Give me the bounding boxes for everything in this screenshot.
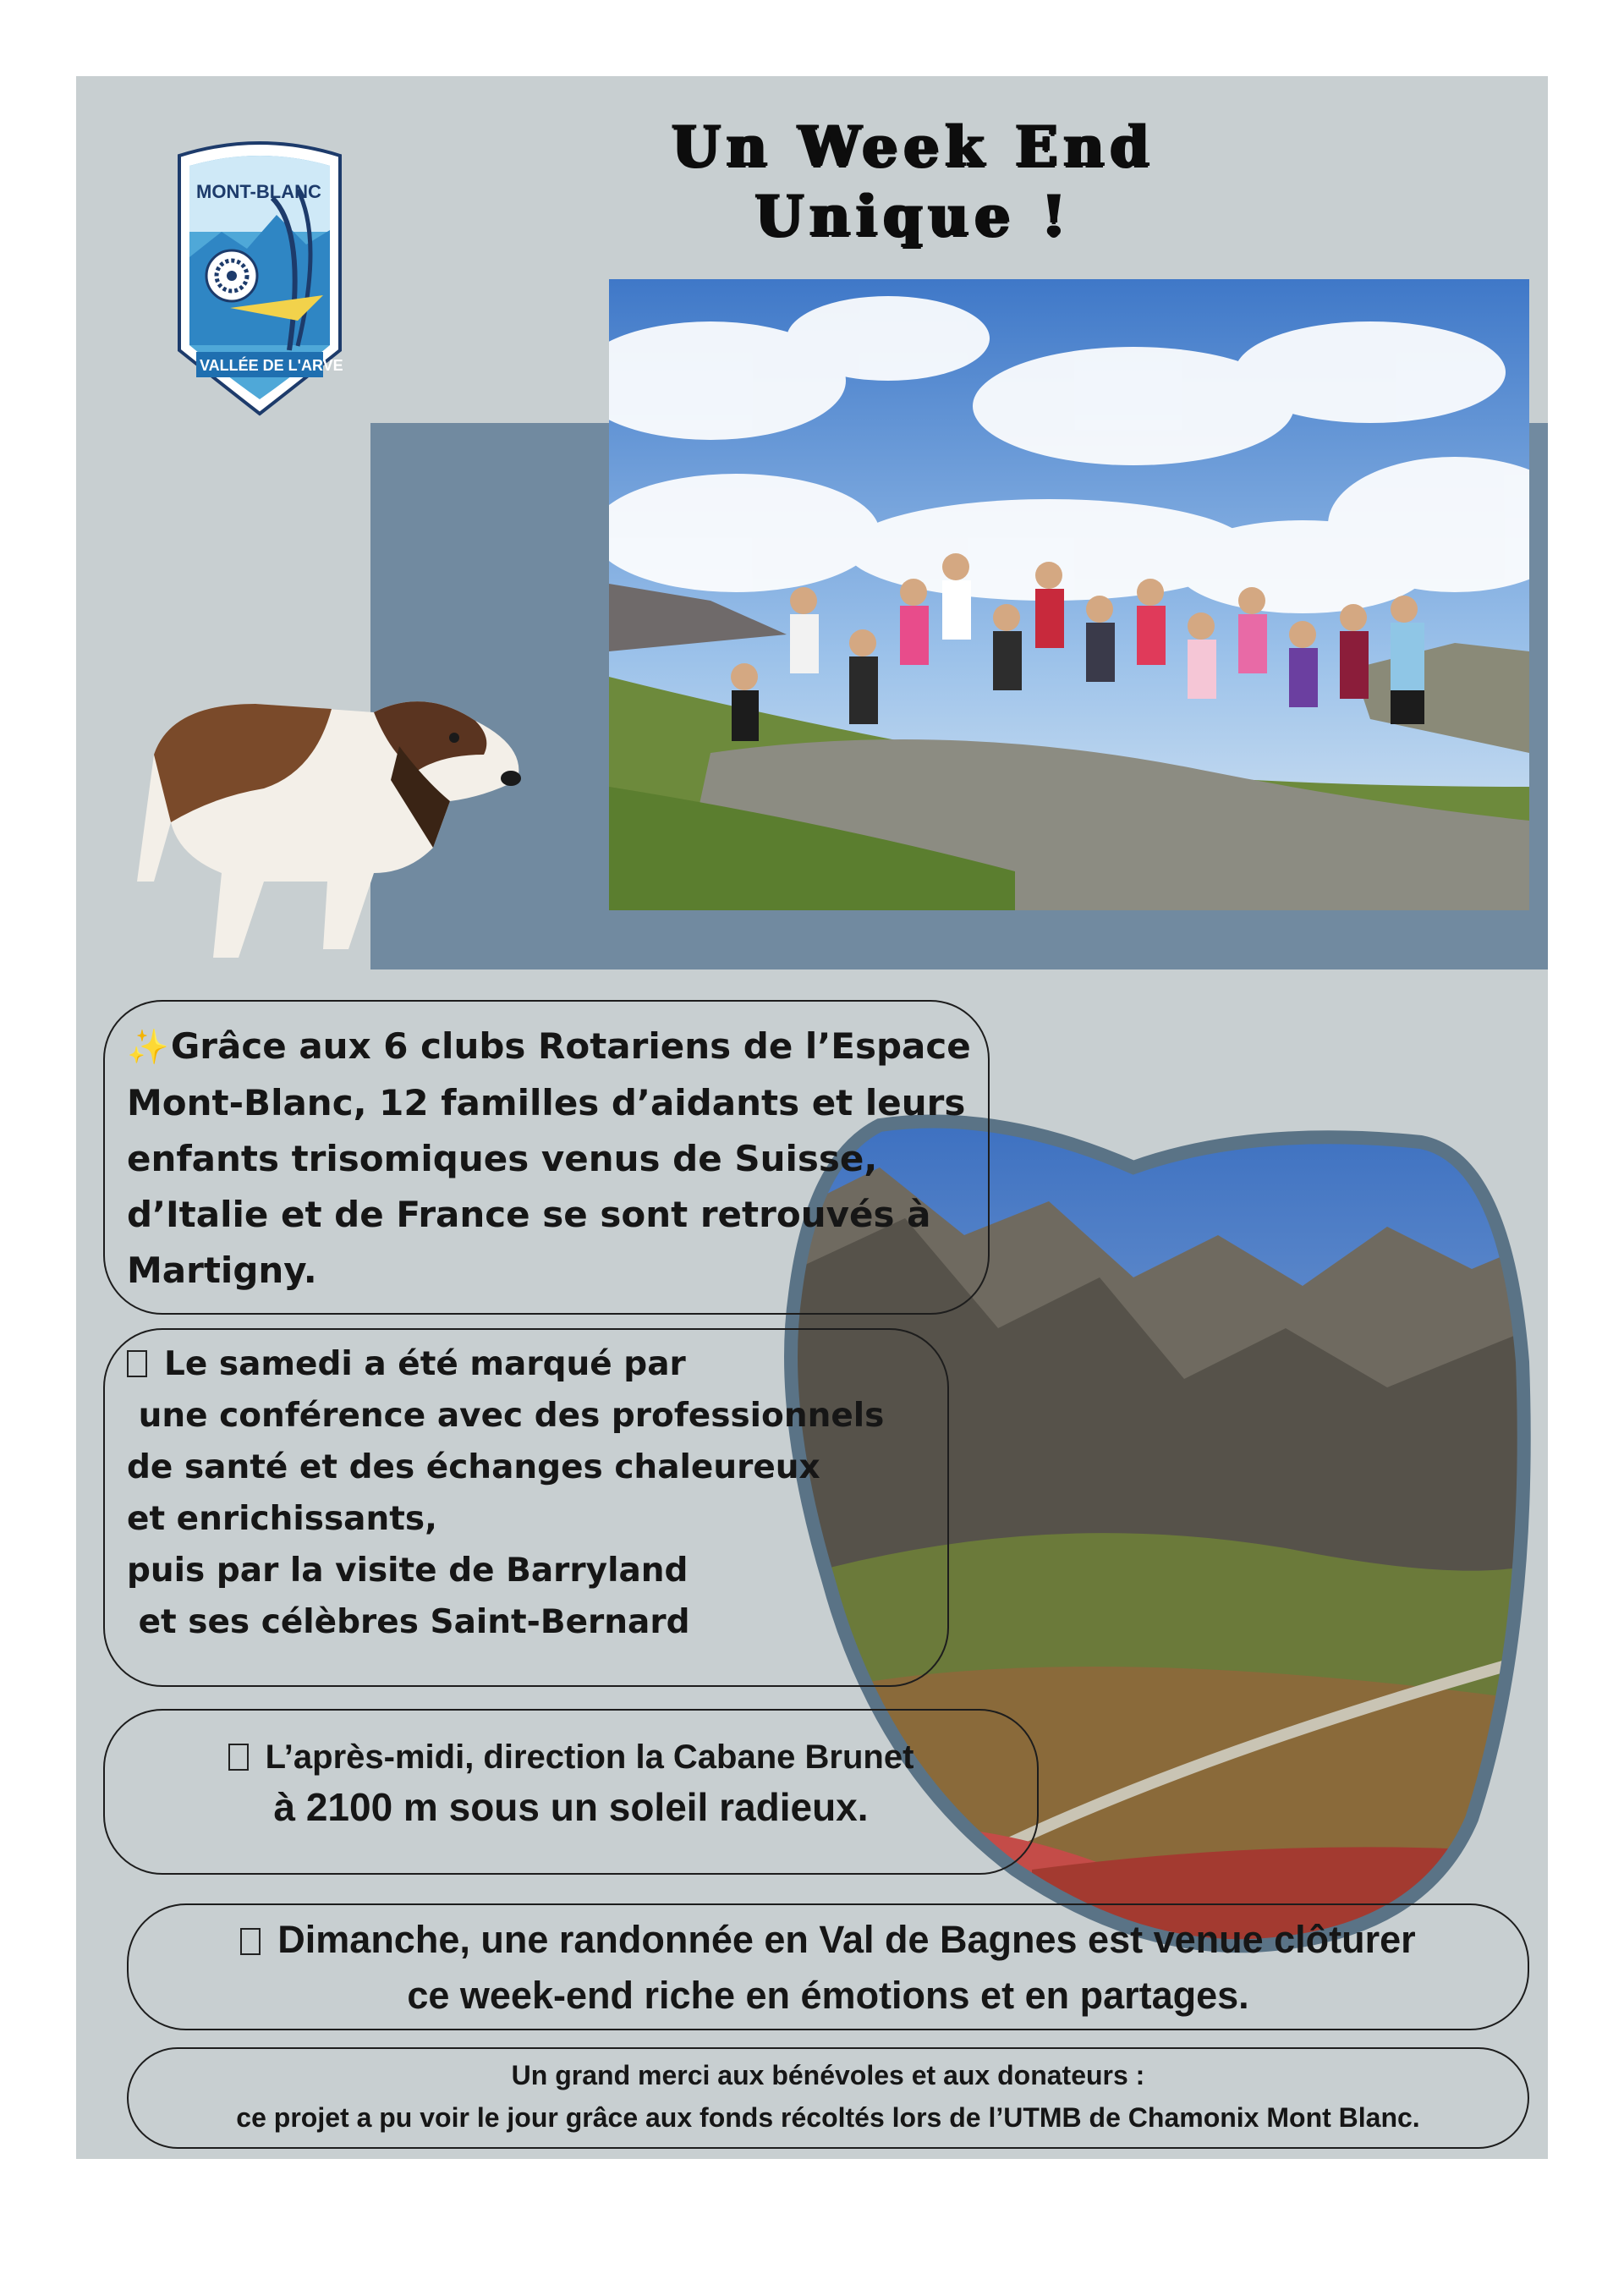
paragraph-4-line-2: ce week-end riche en émotions et en partages.: [407, 1974, 1249, 2017]
thanks-bubble: [127, 2047, 1529, 2149]
paragraph-1-line-3: enfants trisomiques venus de Suisse,: [127, 1138, 878, 1179]
thanks-line-1: Un grand merci aux bénévoles et aux donateurs :: [511, 2060, 1145, 2090]
paragraph-1-line-2: Mont-Blanc, 12 familles d’aidants et leurs: [127, 1082, 966, 1123]
paragraph-2-line-1: Le samedi a été marqué par: [127, 1338, 925, 1390]
logo-bottom-text: VALLÉE DE L'ARVE: [200, 357, 343, 374]
title-line-1: Un Week End: [672, 113, 1155, 179]
paragraph-3-line-2: à 2100 m sous un soleil radieux.: [273, 1785, 869, 1829]
box-icon: [127, 1350, 147, 1377]
sparkles-icon: ✨: [127, 1028, 169, 1067]
paragraph-3-line-1: L’après-midi, direction la Cabane Brunet: [105, 1734, 1037, 1780]
paragraph-3-bubble: [103, 1709, 1039, 1875]
paragraph-2-bubble: [103, 1328, 949, 1687]
group-photo: [609, 279, 1529, 910]
page-title: [414, 112, 1413, 250]
paragraph-2-line-5: puis par la visite de Barryland: [127, 1552, 689, 1590]
paragraph-2-line-6: et ses célèbres Saint-Bernard: [127, 1603, 690, 1641]
paragraph-1-line-1: ✨Grâce aux 6 clubs Rotariens de l’Espace: [127, 1025, 971, 1067]
paragraph-1-line-4: d’Italie et de France se sont retrouvés à: [127, 1194, 931, 1235]
box-icon: [240, 1928, 261, 1955]
thanks-line-2: ce projet a pu voir le jour grâce aux fonds récoltés lors de l’UTMB de Chamonix Mont Blanc.: [236, 2102, 1420, 2133]
paragraph-4-bubble: [127, 1903, 1529, 2030]
poster: [76, 76, 1548, 2159]
paragraph-1-line-5: Martigny.: [127, 1250, 317, 1291]
box-icon: [228, 1744, 249, 1771]
paragraph-2-line-2: une conférence avec des professionnels: [127, 1397, 885, 1435]
paragraph-1-bubble: [103, 1000, 990, 1315]
title-line-2: Unique !: [754, 183, 1073, 249]
paragraph-4-line-1: Dimanche, une randonnée en Val de Bagnes est venue clôturer: [129, 1912, 1528, 1968]
paragraph-2-line-3: de santé et des échanges chaleureux: [127, 1448, 820, 1486]
paragraph-2-line-4: et enrichissants,: [127, 1500, 437, 1538]
logo-top-text: MONT-BLANC: [196, 181, 321, 202]
saint-bernard-dog-image: [120, 653, 551, 975]
rotary-pennant-logo: [171, 130, 348, 418]
